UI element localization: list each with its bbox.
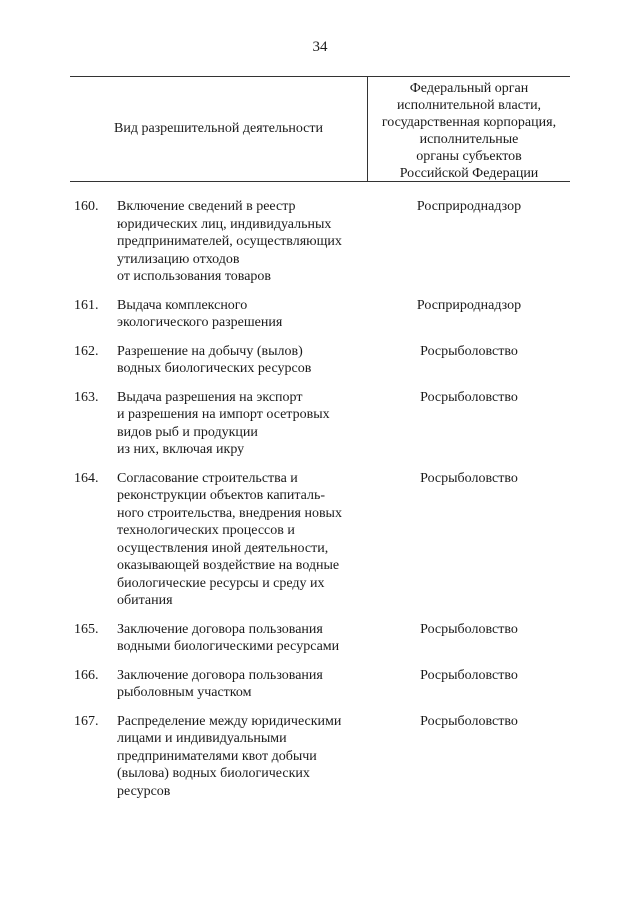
header-authority-column — [368, 80, 570, 182]
row-activity-line: ресурсов — [117, 783, 171, 799]
row-authority: Росприроднадзор — [416, 297, 522, 313]
header-authority-line: исполнительные — [419, 132, 519, 147]
row-activity-line: Распределение между юридическими — [117, 713, 342, 729]
row-activity-line: (вылова) водных биологических — [117, 766, 310, 781]
row-activity — [117, 621, 367, 656]
row-number: 167. — [74, 713, 99, 729]
row-number: 164. — [74, 470, 99, 486]
row-activity-line: Согласование строительства и — [117, 470, 298, 486]
row-activity-line: предпринимателями квот добычи — [117, 748, 317, 764]
row-activity — [117, 470, 367, 610]
row-activity-line: и разрешения на импорт осетровых — [117, 407, 330, 422]
row-number: 162. — [74, 343, 99, 359]
row-activity-line: технологических процессов и — [117, 523, 295, 538]
row-activity-line: экологического разрешения — [117, 315, 283, 330]
header-authority-line: Российской Федерации — [399, 166, 539, 181]
table-row — [0, 621, 640, 656]
row-activity-line: реконструкции объектов капиталь- — [117, 488, 326, 503]
row-activity-line: обитания — [117, 593, 173, 608]
row-activity-line: предпринимателей, осуществляющих — [117, 234, 342, 249]
row-activity-line: Заключение договора пользования — [117, 667, 323, 683]
table-row — [0, 297, 640, 332]
row-activity-line: Выдача комплексного — [117, 297, 248, 313]
row-activity-line: Выдача разрешения на экспорт — [117, 389, 303, 405]
row-activity-line: оказывающей воздействие на водные — [117, 558, 340, 573]
row-activity-line: видов рыб и продукции — [117, 424, 258, 440]
row-authority: Росрыболовство — [420, 713, 518, 729]
table-row — [0, 713, 640, 801]
table-body — [0, 198, 640, 811]
row-activity — [117, 389, 367, 459]
header-authority-line: Федеральный орган — [409, 81, 529, 96]
row-authority: Росприроднадзор — [416, 199, 522, 214]
header-activity-label: Вид разрешительной деятельности — [113, 121, 323, 136]
row-activity-line: из них, включая икру — [117, 442, 245, 457]
row-number: 165. — [74, 621, 99, 637]
row-activity — [117, 713, 367, 801]
header-authority-line: государственная корпорация, — [381, 115, 557, 130]
row-activity-line: ного строительства, внедрения новых — [117, 505, 342, 521]
row-authority: Росрыболовство — [420, 621, 518, 637]
row-number: 161. — [74, 297, 99, 313]
header-authority-line: органы субъектов — [416, 149, 522, 164]
row-activity-line: Разрешение на добычу (вылов) — [117, 343, 303, 359]
row-activity — [117, 297, 367, 332]
table-row — [0, 667, 640, 702]
table-row — [0, 389, 640, 459]
row-activity-line: биологические ресурсы и среду их — [117, 575, 325, 591]
row-activity-line: рыболовным участком — [117, 685, 252, 700]
header-activity-column — [70, 77, 367, 181]
row-activity — [117, 343, 367, 378]
row-activity — [117, 667, 367, 702]
table-row — [0, 198, 640, 286]
row-activity — [117, 198, 367, 286]
row-number: 163. — [74, 389, 99, 405]
table-row — [0, 343, 640, 378]
row-activity-line: утилизацию отходов — [117, 251, 240, 267]
row-activity-line: Заключение договора пользования — [117, 621, 323, 637]
row-authority: Росрыболовство — [420, 470, 518, 486]
row-number: 160. — [74, 199, 99, 214]
page-number: 34 — [312, 39, 328, 55]
row-activity-line: водными биологическими ресурсами — [117, 639, 340, 654]
row-activity-line: юридических лиц, индивидуальных — [117, 216, 332, 232]
row-activity-line: водных биологических ресурсов — [117, 361, 312, 376]
row-authority: Росрыболовство — [420, 667, 518, 683]
row-activity-line: осуществления иной деятельности, — [117, 540, 329, 556]
row-activity-line: лицами и индивидуальными — [117, 731, 287, 746]
table-row — [0, 470, 640, 610]
table-header — [70, 76, 570, 182]
header-authority-line: исполнительной власти, — [396, 98, 542, 113]
row-activity-line: Включение сведений в реестр — [117, 199, 296, 214]
row-number: 166. — [74, 667, 99, 683]
row-activity-line: от использования товаров — [117, 269, 272, 284]
row-authority: Росрыболовство — [420, 389, 518, 405]
row-authority: Росрыболовство — [420, 343, 518, 359]
